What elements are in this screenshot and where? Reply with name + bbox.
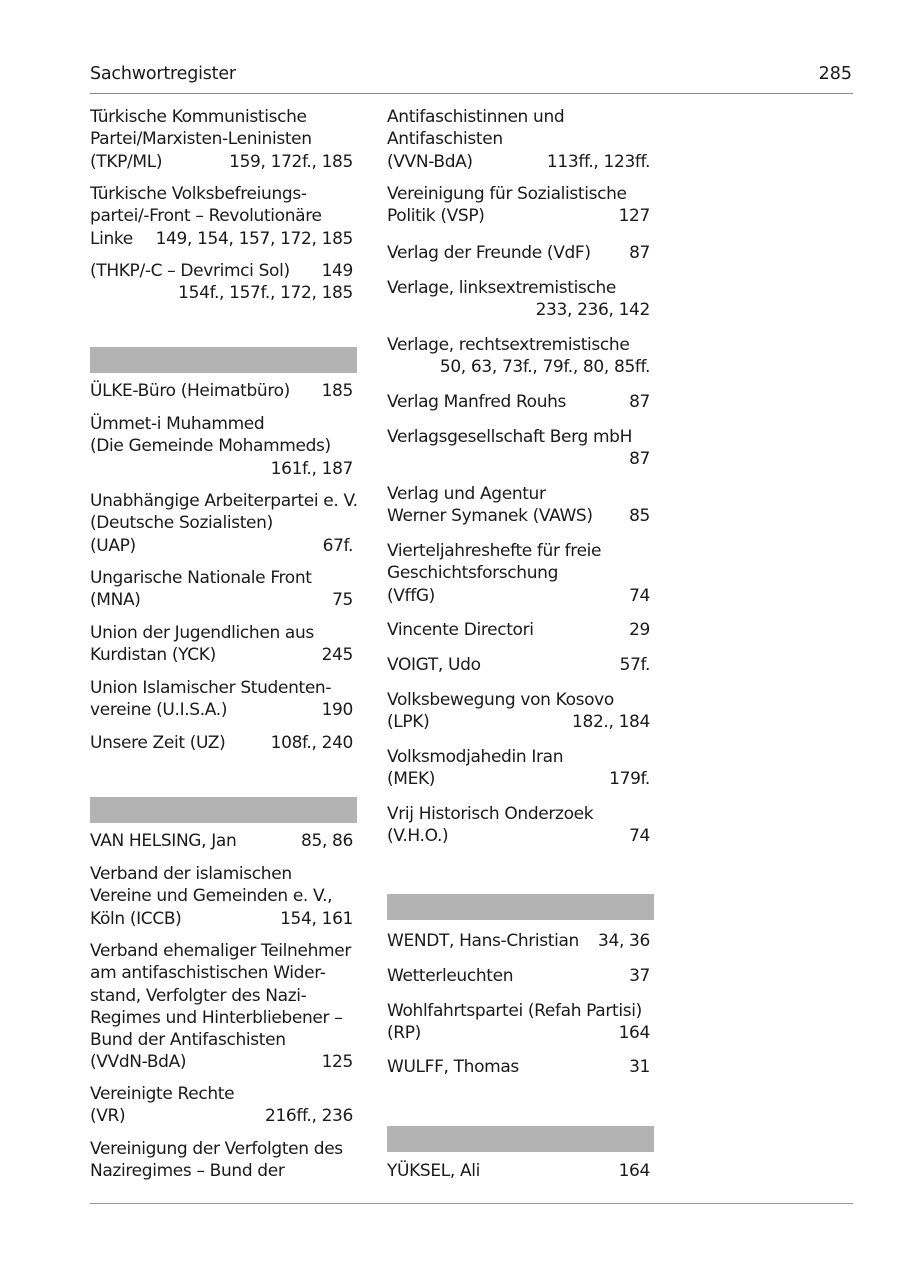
index-entry-line (90, 1138, 353, 1160)
entry-page-refs: 127 (618, 206, 650, 227)
entry-term: Union der Jugendlichen aus (90, 623, 314, 643)
index-entry-line (387, 540, 650, 562)
index-entry-line (90, 183, 353, 205)
entry-page-refs: 245 (321, 645, 353, 666)
index-entry (90, 413, 353, 480)
index-entry (90, 863, 353, 930)
index-entry-line (387, 1022, 650, 1044)
entry-term: (RP) (387, 1023, 421, 1044)
entry-term: Köln (ICCB) (90, 908, 182, 929)
entry-page-refs: 85 (629, 506, 650, 527)
index-entry-line (90, 151, 353, 173)
index-entry-line (90, 512, 353, 534)
index-entry (387, 619, 650, 641)
entry-term: stand, Verfolgter des Nazi- (90, 985, 307, 1006)
index-entry (387, 689, 650, 734)
index-entry (387, 334, 650, 379)
index-entry-line (387, 825, 650, 847)
index-entry-line (90, 260, 353, 282)
entry-term: (Deutsche Sozialisten) (90, 513, 273, 534)
entry-term: am antifaschistischen Wider- (90, 963, 326, 984)
index-entry-line (90, 863, 353, 885)
index-entry-line (387, 965, 650, 987)
index-entry-line (90, 535, 353, 557)
entry-term: Naziregimes – Bund der (90, 1161, 285, 1182)
index-entry (387, 1160, 650, 1182)
index-entry-line (90, 458, 353, 480)
entry-term: Wetterleuchten (387, 966, 514, 986)
page-number: 285 (818, 64, 852, 84)
entry-page-refs: 233, 236, 142 (535, 300, 650, 321)
entry-term: Vereinigte Rechte (90, 1084, 235, 1104)
entry-term: (UAP) (90, 535, 136, 556)
entry-page-refs: 179f. (609, 769, 650, 790)
entry-term: Ungarische Nationale Front (90, 568, 312, 588)
index-entry-line (387, 426, 650, 448)
entry-term: WENDT, Hans-Christian (387, 931, 579, 951)
index-entry-line (387, 128, 650, 150)
index-entry-line (387, 334, 650, 356)
entry-page-refs: 87 (629, 392, 650, 412)
index-entry-line (90, 1029, 353, 1051)
index-entry-line (90, 589, 353, 611)
entry-term: ÜLKE-Büro (Heimatbüro) (90, 381, 290, 401)
index-entry-line (387, 585, 650, 607)
entry-term: (LPK) (387, 712, 430, 733)
entry-term: VAN HELSING, Jan (90, 831, 237, 851)
entry-page-refs: 108f., 240 (270, 733, 353, 753)
index-entry-line (90, 699, 353, 721)
index-entry-line (90, 380, 353, 402)
section-divider-y (387, 1126, 654, 1152)
index-entry-line (387, 930, 650, 952)
entry-page-refs: 164 (618, 1161, 650, 1181)
entry-term: Union Islamischer Studenten- (90, 678, 332, 698)
index-entry-line (387, 803, 650, 825)
index-entry-line (90, 1007, 353, 1029)
index-entry (387, 965, 650, 987)
index-entry (387, 1000, 650, 1045)
index-entry (387, 654, 650, 676)
entry-page-refs: 31 (629, 1057, 650, 1077)
entry-page-refs: 37 (629, 966, 650, 986)
section-divider-u (90, 347, 357, 373)
index-entry-line (90, 985, 353, 1007)
index-entry (90, 1083, 353, 1128)
index-entry (90, 940, 353, 1074)
entry-term: Vereinigung der Verfolgten des (90, 1139, 343, 1159)
index-entry-line (387, 711, 650, 733)
index-entry-line (387, 391, 650, 413)
index-entry-line (387, 483, 650, 505)
entry-term: vereine (U.I.S.A.) (90, 700, 228, 721)
entry-page-refs: 190 (321, 700, 353, 721)
index-entry (387, 803, 650, 848)
entry-term: (V.H.O.) (387, 826, 449, 847)
entry-term: (Die Gemeinde Mohammeds) (90, 436, 331, 457)
section-divider-w (387, 894, 654, 920)
index-entry-line (387, 654, 650, 676)
index-entry (387, 183, 650, 228)
index-entry-line (387, 151, 650, 173)
entry-term: Verlag und Agentur (387, 484, 546, 504)
index-entry (387, 391, 650, 413)
entry-term: Türkische Kommunistische (90, 107, 307, 127)
index-entry-line (387, 183, 650, 205)
index-entry-line (387, 746, 650, 768)
index-entry-line (90, 677, 353, 699)
entry-page-refs: 57f. (619, 655, 650, 675)
entry-term: Vereinigung für Sozialistische (387, 184, 627, 204)
index-entry-line (387, 689, 650, 711)
index-entry-line (387, 1056, 650, 1078)
index-entry-line (90, 282, 353, 304)
entry-term: Vierteljahreshefte für freie (387, 541, 602, 561)
footer-rule (90, 1203, 853, 1204)
entry-term: Verlage, rechtsextremistische (387, 335, 630, 355)
entry-term: WULFF, Thomas (387, 1057, 519, 1077)
index-entry-line (387, 505, 650, 527)
entry-term: Verlage, linksextremistische (387, 278, 617, 298)
index-entry-line (387, 106, 650, 128)
index-entry-line (387, 1160, 650, 1182)
entry-term: VOIGT, Udo (387, 655, 481, 675)
entry-page-refs: 87 (629, 449, 650, 470)
index-entry (90, 622, 353, 667)
index-entry-line (387, 619, 650, 641)
index-entry-line (90, 205, 353, 227)
index-entry-line (90, 567, 353, 589)
entry-page-refs: 75 (332, 590, 353, 611)
index-entry (90, 490, 358, 557)
index-entry (387, 746, 650, 791)
index-entry-line (90, 830, 353, 852)
index-entry (90, 1138, 353, 1183)
entry-term: YÜKSEL, Ali (387, 1161, 481, 1181)
index-entry (90, 732, 353, 754)
index-entry-line (387, 299, 650, 321)
index-entry (387, 540, 650, 607)
index-entry-line (90, 644, 353, 666)
entry-term: Politik (VSP) (387, 206, 485, 227)
entry-page-refs: 216ff., 236 (265, 1106, 353, 1127)
entry-page-refs: 74 (629, 585, 650, 606)
index-entry-line (90, 1160, 353, 1182)
entry-page-refs: 164 (618, 1023, 650, 1044)
entry-term: (MNA) (90, 590, 141, 611)
entry-page-refs: 113ff., 123ff. (546, 151, 650, 172)
index-entry-line (90, 435, 353, 457)
index-entry (90, 183, 353, 250)
entry-term: Volksbewegung von Kosovo (387, 690, 614, 710)
entry-term: Unsere Zeit (UZ) (90, 733, 226, 753)
index-entry (90, 260, 353, 305)
index-entry (90, 567, 353, 612)
index-entry-line (387, 448, 650, 470)
entry-term: Geschichtsforschung (387, 563, 559, 584)
entry-term: (VffG) (387, 585, 435, 606)
index-entry-line (387, 356, 650, 378)
entry-term: Werner Symanek (VAWS) (387, 506, 593, 527)
entry-term: Verlag Manfred Rouhs (387, 392, 567, 412)
entry-term: Vereine und Gemeinden e. V., (90, 886, 333, 907)
index-entry-line (387, 1000, 650, 1022)
entry-term: partei/-Front – Revolutionäre (90, 206, 322, 227)
index-entry-line (90, 940, 353, 962)
entry-term: Vrij Historisch Onderzoek (387, 804, 594, 824)
entry-term: Antifaschistinnen und (387, 107, 565, 127)
index-entry-line (90, 1083, 353, 1105)
entry-page-refs: 125 (321, 1052, 353, 1073)
entry-page-refs: 149, 154, 157, 172, 185 (155, 228, 353, 249)
index-entry-line (90, 490, 358, 512)
index-entry-line (90, 106, 353, 128)
index-entry (387, 106, 650, 173)
header-rule (90, 93, 853, 94)
entry-term: Verlag der Freunde (VdF) (387, 243, 591, 263)
index-entry (387, 483, 650, 528)
entry-term: Wohlfahrtspartei (Refah Partisi) (387, 1001, 642, 1021)
entry-page-refs: 154, 161 (280, 908, 353, 929)
index-entry (90, 830, 353, 852)
entry-page-refs: 67f. (322, 535, 353, 556)
index-entry-line (90, 732, 353, 754)
entry-term: Verband ehemaliger Teilnehmer (90, 941, 351, 961)
entry-page-refs: 34, 36 (598, 931, 650, 951)
entry-term: Kurdistan (YCK) (90, 645, 216, 666)
entry-term: (VR) (90, 1106, 126, 1127)
entry-term: Vincente Directori (387, 620, 534, 640)
index-entry (387, 242, 650, 264)
entry-term: Regimes und Hinterbliebener – (90, 1007, 343, 1028)
index-entry-line (90, 885, 353, 907)
index-entry (387, 426, 650, 471)
entry-term: Verlagsgesellschaft Berg mbH (387, 427, 633, 447)
index-entry-line (90, 413, 353, 435)
entry-term: Volksmodjahedin Iran (387, 747, 564, 767)
entry-term: Linke (90, 228, 133, 249)
index-entry-line (90, 1051, 353, 1073)
index-entry-line (90, 128, 353, 150)
entry-term: (THKP/-C – Devrimci Sol) (90, 261, 290, 281)
index-entry-line (90, 228, 353, 250)
index-entry (387, 1056, 650, 1078)
index-entry (90, 677, 353, 722)
section-divider-v (90, 797, 357, 823)
entry-term: (VVN-BdA) (387, 151, 473, 172)
index-entry (90, 106, 353, 173)
entry-term: (VVdN-BdA) (90, 1052, 187, 1073)
index-entry-line (387, 242, 650, 264)
index-entry-line (387, 768, 650, 790)
entry-page-refs: 159, 172f., 185 (229, 151, 353, 172)
entry-page-refs: 87 (629, 243, 650, 263)
running-title: Sachwortregister (90, 64, 236, 84)
entry-term: Partei/Marxisten-Leninisten (90, 129, 312, 150)
index-entry-line (90, 1105, 353, 1127)
entry-page-refs: 182., 184 (572, 712, 650, 733)
index-entry (90, 380, 353, 402)
entry-term: (MEK) (387, 769, 436, 790)
entry-page-refs: 50, 63, 73f., 79f., 80, 85ff. (439, 357, 650, 378)
index-entry-line (90, 622, 353, 644)
index-entry-line (90, 908, 353, 930)
index-entry-line (387, 205, 650, 227)
entry-page-refs: 149 (321, 261, 353, 281)
entry-term: Unabhängige Arbeiterpartei e. V. (90, 491, 358, 511)
entry-term: Antifaschisten (387, 129, 503, 150)
entry-page-refs: 29 (629, 620, 650, 640)
index-entry (387, 277, 650, 322)
entry-term: Bund der Antifaschisten (90, 1030, 286, 1051)
entry-term: Verband der islamischen (90, 864, 292, 884)
entry-page-refs: 185 (321, 381, 353, 401)
entry-page-refs: 85, 86 (301, 831, 353, 851)
entry-term: (TKP/ML) (90, 151, 163, 172)
index-entry-line (387, 562, 650, 584)
index-entry-line (90, 962, 353, 984)
index-entry-line (387, 277, 650, 299)
entry-term: Türkische Volksbefreiungs- (90, 184, 307, 204)
entry-term: Ümmet-i Muhammed (90, 414, 265, 434)
entry-page-refs: 154f., 157f., 172, 185 (178, 283, 353, 304)
entry-page-refs: 74 (629, 826, 650, 847)
index-entry (387, 930, 650, 952)
entry-page-refs: 161f., 187 (270, 458, 353, 479)
